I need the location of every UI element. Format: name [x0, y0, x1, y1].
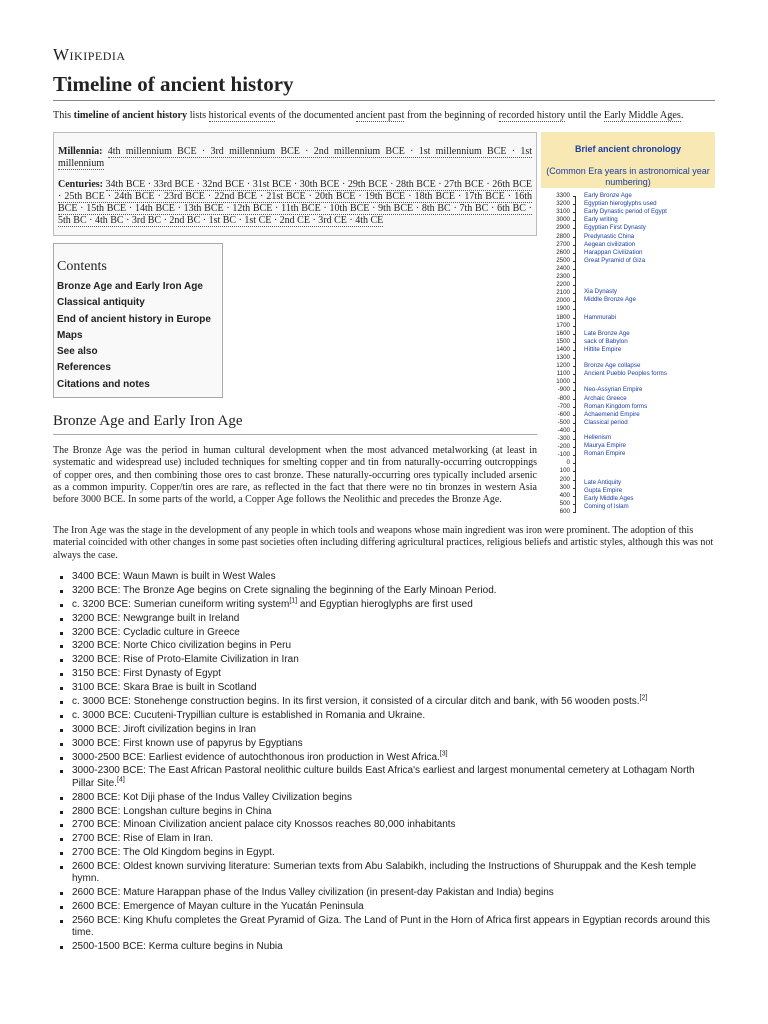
timeline-event-link[interactable]: Early Middle Ages [584, 494, 634, 502]
toc-heading: Contents [57, 259, 107, 274]
millennia-links[interactable]: 4th millennium BCE · 3rd millennium BCE · 2nd millennium BCE · 1st millennium BCE · 1st millennium [58, 146, 533, 169]
timeline-event-link[interactable]: Neo-Assyrian Empire [584, 386, 643, 394]
timeline-tick [573, 480, 576, 481]
centuries-label: Centuries: [58, 179, 103, 190]
citation-link[interactable]: [1] [289, 597, 298, 605]
timeline-tick [573, 415, 576, 416]
timeline-tick [573, 196, 576, 197]
timeline-year: 600 [559, 507, 570, 515]
timeline-tick [573, 326, 576, 327]
timeline-event-link[interactable]: Early Dynastic period of Egypt [584, 208, 667, 216]
event-item [53, 710, 715, 724]
timeline-year: 1300 [556, 354, 570, 361]
timeline-tick [573, 488, 576, 489]
timeline-tick [573, 455, 576, 456]
timeline-event-link[interactable]: Aegean civilization [584, 240, 636, 248]
section-heading-bronze-age: Bronze Age and Early Iron Age [53, 413, 243, 429]
timeline-year: 1200 [556, 362, 570, 370]
citation-link[interactable]: [2] [639, 694, 648, 702]
timeline-tick [573, 382, 576, 383]
timeline-year: -900 [557, 386, 570, 394]
timeline-year: 2100 [556, 289, 570, 297]
timeline-year: 3300 [556, 192, 570, 199]
timeline-event-link[interactable]: Achaemenid Empire [584, 410, 640, 418]
timeline-event-link[interactable]: Harappan Civilization [584, 248, 643, 256]
timeline-year: 2200 [556, 281, 570, 289]
timeline-year: 1000 [556, 378, 570, 386]
timeline-tick [573, 228, 576, 229]
event-item [53, 724, 715, 738]
event-item [53, 585, 715, 599]
timeline-year: 2300 [556, 273, 570, 280]
timeline-year: 2800 [556, 232, 570, 240]
timeline-year: 2500 [556, 256, 570, 264]
timeline-tick [573, 447, 576, 448]
event-item [53, 571, 715, 585]
event-list [53, 571, 715, 955]
timeline-year: 200 [559, 475, 570, 483]
centuries-row [58, 179, 532, 227]
timeline-event-link[interactable]: Predynastic China [584, 232, 635, 240]
timeline-year: 1900 [556, 305, 570, 313]
timeline-tick [573, 253, 576, 254]
event-item [53, 847, 715, 861]
timeline-event-link[interactable]: Roman Kingdom forms [584, 402, 648, 410]
timeline-event-link[interactable]: Coming of Islam [584, 503, 629, 511]
event-item [53, 941, 715, 955]
event-item [53, 752, 715, 766]
timeline-year: 2900 [556, 224, 570, 232]
link-recorded-history[interactable]: recorded history [498, 110, 566, 121]
event-text: 3400 BCE: Waun Mawn is built in West Wales [72, 571, 276, 582]
event-item [53, 915, 715, 941]
timeline-event-link[interactable]: Hellenism [584, 434, 612, 442]
event-item [53, 627, 715, 641]
event-text: 2800 BCE: Kot Diji phase of the Indus Valley Civilization begins [72, 791, 352, 803]
citation-link[interactable]: [3] [439, 750, 448, 758]
event-text: 3000-2300 BCE: The East African Pastoral neolithic culture builds East Africa's earliest and largest monumental cemetery at Lothagam North Pillar Site. [72, 765, 695, 789]
timeline-tick [573, 204, 576, 205]
timeline-year: -200 [557, 443, 570, 451]
event-text: 2600 BCE: Mature Harappan phase of the Indus Valley civilization (in present-day Pakistan and India) begins [72, 887, 554, 899]
timeline-year: 2400 [556, 264, 570, 272]
event-text: 2700 BCE: The Old Kingdom begins in Egypt. [72, 847, 275, 859]
event-text: 3000-2500 BCE: Earliest evidence of autochthonous iron production in West Africa. [72, 751, 440, 763]
timeline-year: -300 [557, 435, 570, 442]
intro-text: of the documented [275, 110, 357, 121]
event-text: c. 3200 BCE: Sumerian cuneiform writing system [72, 598, 290, 610]
event-text: 3200 BCE: Norte Chico civilization begins in Peru [72, 640, 291, 652]
event-text-tail: and Egyptian hieroglyphs are first used [297, 598, 473, 610]
event-text: 2600 BCE: Emergence of Mayan culture in the Yucatán Peninsula [72, 901, 364, 913]
event-text: 3200 BCE: Newgrange built in Ireland [72, 612, 240, 624]
timeline-tick [573, 277, 576, 278]
event-text: 3200 BCE: The Bronze Age begins on Crete signaling the beginning of the Early Minoan Period. [72, 584, 497, 596]
timeline-event-link[interactable]: Late Bronze Age [584, 329, 630, 337]
timeline-year: 500 [559, 499, 570, 507]
toc-item[interactable]: Citations and notes [57, 378, 150, 390]
timeline-tick [573, 439, 576, 440]
event-item [53, 765, 715, 791]
navbox [53, 132, 537, 236]
event-text: 2500-1500 BCE: Kerma culture begins in Nubia [72, 941, 283, 953]
event-item [53, 861, 715, 887]
timeline-year: 2600 [556, 248, 570, 256]
timeline-tick [573, 512, 576, 513]
event-text: 2700 BCE: Rise of Elam in Iran. [72, 833, 214, 845]
intro-paragraph [53, 109, 715, 123]
chronology-subtitle: (Common Era years in astronomical year numbering) [546, 166, 710, 187]
timeline-year: 3000 [556, 216, 570, 224]
timeline-event-link[interactable]: Xia Dynasty [584, 288, 618, 296]
event-text: 2700 BCE: Minoan Civilization ancient palace city Knossos reaches 80,000 inhabitants [72, 819, 456, 831]
intro-text: until the [565, 110, 604, 121]
toc-list [57, 279, 219, 393]
timeline-year: -400 [557, 426, 570, 434]
toc-item[interactable]: End of ancient history in Europe [57, 313, 211, 325]
timeline-event-link[interactable]: Egyptian hieroglyphs used [584, 200, 657, 208]
intro-bold: timeline of ancient history [73, 110, 188, 121]
link-ancient-past[interactable]: ancient past [356, 110, 405, 121]
timeline-event-link[interactable]: Archaic Greece [584, 394, 627, 402]
event-item [53, 806, 715, 820]
timeline-tick [573, 496, 576, 497]
timeline-tick [573, 399, 576, 400]
timeline-year: 400 [559, 491, 570, 499]
timeline-event-link[interactable]: Great Pyramid of Giza [584, 256, 646, 264]
event-item [53, 792, 715, 806]
event-item [53, 613, 715, 627]
event-text: c. 3000 BCE: Cucuteni-Trypillian culture is established in Romania and Ukraine. [72, 709, 426, 721]
timeline-year: 1400 [556, 345, 570, 353]
event-item [53, 599, 715, 613]
timeline-tick [573, 285, 576, 286]
timeline-event-link[interactable]: Ancient Pueblo Peoples forms [584, 370, 667, 378]
timeline-event-link[interactable]: Maurya Empire [584, 442, 626, 450]
event-text: 3150 BCE: First Dynasty of Egypt [72, 668, 221, 680]
timeline-year: 2700 [556, 240, 570, 248]
timeline-year: -700 [557, 402, 570, 410]
timeline-tick [573, 471, 576, 472]
toc-item[interactable]: Maps [57, 329, 83, 341]
event-text: 2600 BCE: Oldest known surviving literature: Sumerian texts from Abu Salabikh, including the Instructions of Shuruppak and the Kesh temple hymn. [72, 861, 697, 885]
timeline-year: -600 [557, 410, 570, 418]
event-item [53, 738, 715, 752]
event-item [53, 682, 715, 696]
centuries-links[interactable]: 34th BCE · 33rd BCE · 32nd BCE · 31st BCE · 30th BCE · 29th BCE · 28th BCE · 27th BCE · 26th BCE · 25th BCE · 24th BCE · 23rd BCE · 22nd BCE · 21st BCE · 20th BCE · 19th BCE · 18th BCE · 17th BCE · 16th BCE · 15th BCE · 14th BCE · 13th BCE · 12th BCE · 11th BCE · 10th BCE · 9th BCE · 8th BC · 7th BC · 6th BC · 5th BC · 4th BC · 3rd BC · 2nd BC · 1st BC · 1st CE · 2nd CE · 3rd CE · 4th CE [58, 179, 532, 226]
page-title: Timeline of ancient history [53, 72, 294, 96]
intro-text: . [680, 110, 684, 121]
timeline-tick [573, 350, 576, 351]
intro-text: lists [187, 110, 209, 121]
wikipedia-logo[interactable]: Wikipedia [53, 45, 126, 64]
timeline-event-link[interactable]: Classical period [584, 418, 628, 426]
timeline-event-link[interactable]: Gupta Empire [584, 486, 623, 494]
event-text: 3100 BCE: Skara Brae is built in Scotland [72, 682, 257, 694]
link-early-middle-ages[interactable]: Early Middle Ages [603, 110, 681, 121]
millennia-label: Millennia: [58, 146, 103, 157]
event-text: 3000 BCE: First known use of papyrus by Egyptians [72, 737, 303, 749]
section-divider [53, 434, 537, 435]
timeline-year: 1600 [556, 329, 570, 337]
timeline-year: 1700 [556, 321, 570, 329]
timeline-tick [573, 318, 576, 319]
timeline-tick [573, 431, 576, 432]
millennia-row [58, 146, 532, 170]
timeline-axis [575, 196, 576, 512]
timeline-tick [573, 423, 576, 424]
timeline-tick [573, 366, 576, 367]
table-of-contents [53, 243, 223, 398]
timeline-tick [573, 407, 576, 408]
timeline-tick [573, 390, 576, 391]
timeline-year: 2000 [556, 297, 570, 305]
event-item [53, 640, 715, 654]
timeline-year: 1500 [556, 337, 570, 345]
timeline-tick [573, 342, 576, 343]
event-item [53, 833, 715, 847]
bronze-age-paragraph: The Bronze Age was the period in human cultural development when the most advanced metalworking (at least in systematic and widespread use) included techniques for smelting copper and tin from naturally-occurring outcroppings of copper ores, and then combining those ores to cast bronze. These naturally-occurring ores typically included arsenic as a common impurity. Copper/tin ores are rare, as reflected in the fact that there were no tin bronzes in western Asia before 3000 BCE. In some parts of the world, a Copper Age follows the Neolithic and precedes the Bronze Age. [53, 445, 537, 506]
timeline-year: 1800 [556, 313, 570, 321]
timeline-year: 1100 [556, 370, 570, 378]
timeline-event-link[interactable]: Roman Empire [584, 450, 626, 458]
timeline-year: 300 [559, 483, 570, 491]
timeline-tick [573, 374, 576, 375]
event-item [53, 887, 715, 901]
timeline-tick [573, 261, 576, 262]
citation-link[interactable]: [4] [117, 776, 125, 784]
timeline-year: 3200 [556, 200, 570, 208]
event-item [53, 668, 715, 682]
timeline-tick [573, 309, 576, 310]
event-item [53, 901, 715, 915]
chronology-timeline [541, 192, 715, 514]
event-item [53, 819, 715, 833]
event-text: 2800 BCE: Longshan culture begins in China [72, 805, 272, 817]
event-text: 3200 BCE: Rise of Proto-Elamite Civilization in Iran [72, 654, 299, 666]
timeline-tick [573, 212, 576, 213]
timeline-tick [573, 293, 576, 294]
timeline-event-link[interactable]: Late Antiquity [584, 478, 622, 486]
timeline-tick [573, 237, 576, 238]
timeline-year: -500 [557, 418, 570, 426]
timeline-tick [573, 301, 576, 302]
link-historical-events[interactable]: historical events [208, 110, 276, 121]
chronology-title: Brief ancient chronology [574, 144, 681, 154]
toc-item[interactable]: Classical antiquity [57, 297, 145, 309]
timeline-year: -100 [557, 451, 570, 459]
timeline-event-link[interactable]: Hammurabi [584, 313, 616, 321]
event-text: 2560 BCE: King Khufu completes the Great Pyramid of Giza. The Land of Punt in the Horn of Africa first appears in Egyptian records around this time. [72, 915, 710, 939]
event-text: 3200 BCE: Cycladic culture in Greece [72, 626, 240, 638]
timeline-event-link[interactable]: Egyptian First Dynasty [584, 224, 646, 232]
event-item [53, 696, 715, 710]
timeline-event-link[interactable]: Hittite Empire [584, 345, 622, 353]
intro-text: from the beginning of [404, 110, 499, 121]
timeline-tick [573, 269, 576, 270]
timeline-event-link[interactable]: Early writing [584, 216, 618, 224]
timeline-year: -800 [557, 394, 570, 402]
timeline-tick [573, 463, 576, 464]
timeline-tick [573, 504, 576, 505]
timeline-tick [573, 220, 576, 221]
timeline-tick [573, 358, 576, 359]
timeline-year: 0 [566, 459, 570, 467]
timeline-event-link[interactable]: Bronze Age collapse [584, 362, 641, 370]
timeline-event-link[interactable]: Early Bronze Age [584, 192, 632, 199]
chronology-header [541, 132, 715, 188]
title-divider [53, 100, 715, 101]
timeline-tick [573, 245, 576, 246]
timeline-year: 3100 [556, 208, 570, 216]
event-text: 3000 BCE: Jiroft civilization begins in Iran [72, 723, 256, 735]
timeline-event-link[interactable]: sack of Babylon [584, 337, 628, 345]
timeline-year: 100 [559, 467, 570, 475]
toc-item[interactable]: Bronze Age and Early Iron Age [57, 281, 203, 292]
timeline-tick [573, 334, 576, 335]
timeline-event-link[interactable]: Middle Bronze Age [584, 296, 636, 304]
intro-text: This [53, 110, 74, 121]
iron-age-paragraph: The Iron Age was the stage in the development of any people in which tools and weapons whose main ingredient was iron were prominent. The adoption of this material coincided with other changes in some past societies often including differing agricultural practices, religious beliefs and artistic styles, although this was not always the case. [53, 525, 714, 561]
toc-item[interactable]: See also [57, 346, 98, 358]
event-text: c. 3000 BCE: Stonehenge construction begins. In its first version, it consisted of a circular ditch and bank, with 56 wooden posts. [72, 696, 640, 708]
toc-item[interactable]: References [57, 362, 111, 374]
event-item [53, 654, 715, 668]
